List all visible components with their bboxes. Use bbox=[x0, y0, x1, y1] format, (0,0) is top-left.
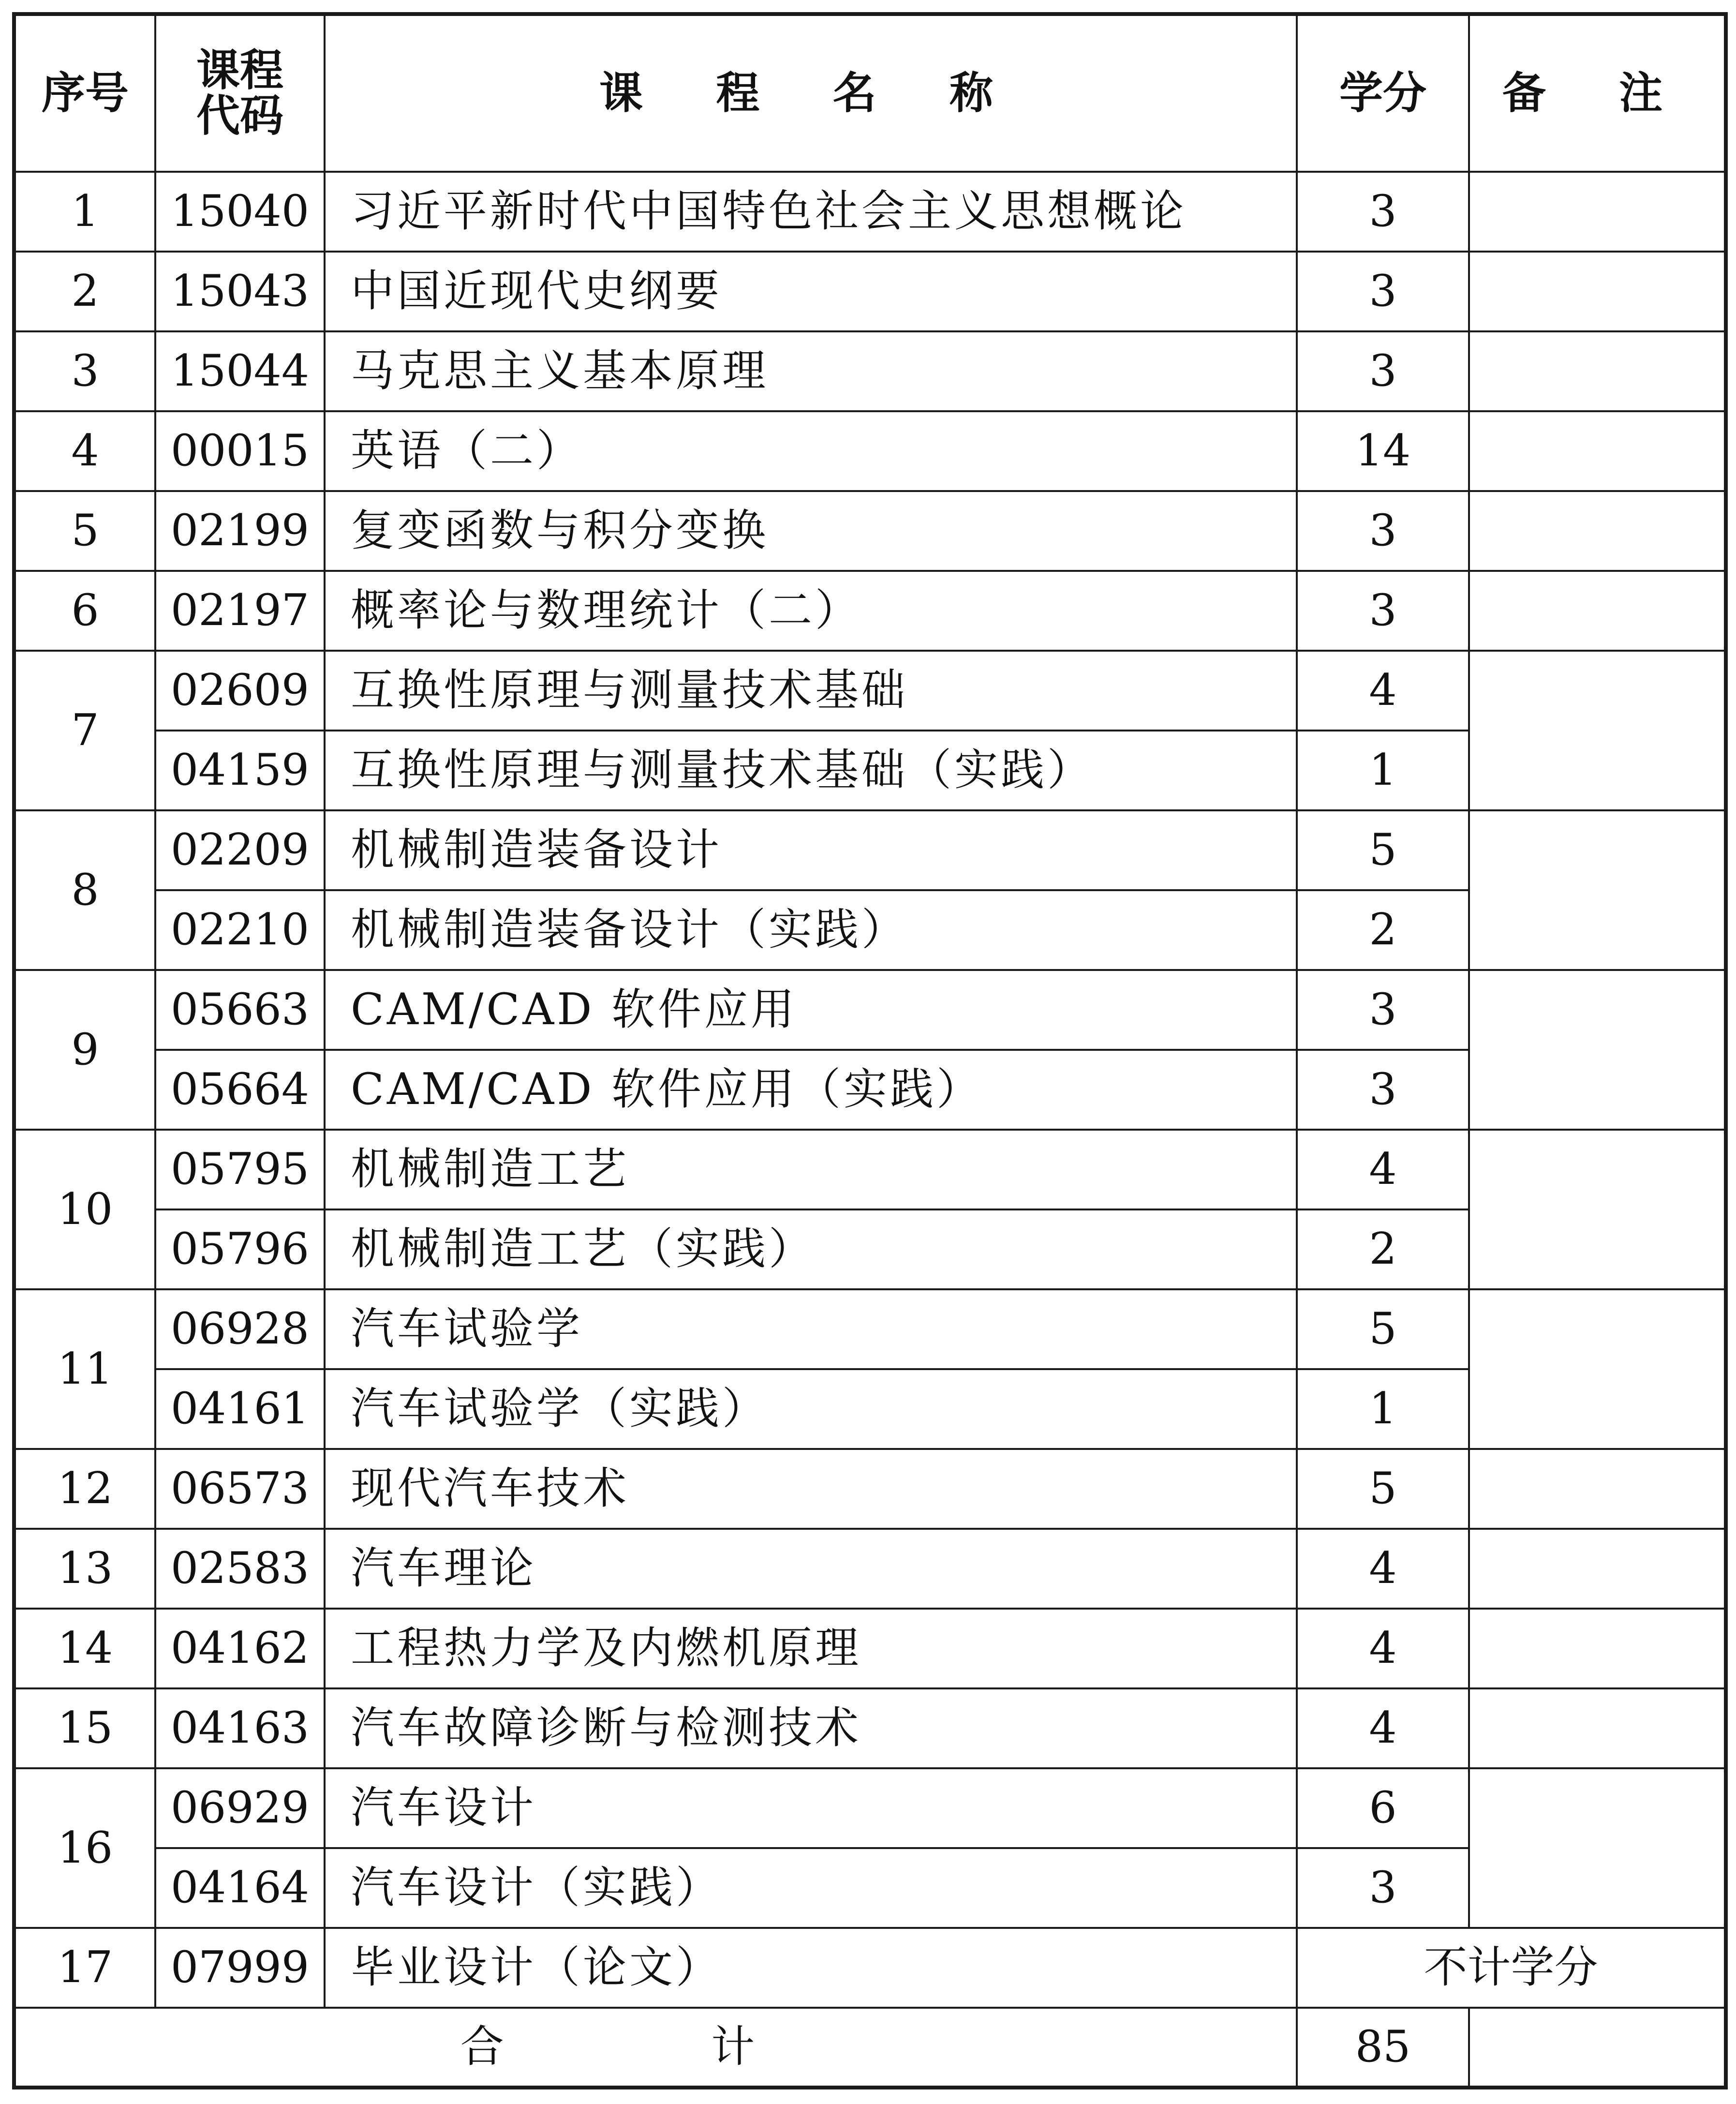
code-cell: 04163 bbox=[155, 1688, 325, 1768]
code-cell: 05664 bbox=[155, 1050, 325, 1130]
table-row bbox=[14, 1928, 1726, 2008]
credits-cell: 1 bbox=[1297, 1369, 1469, 1449]
seq-cell: 10 bbox=[14, 1130, 155, 1289]
total-row bbox=[14, 2008, 1726, 2088]
credits-cell: 3 bbox=[1297, 331, 1469, 411]
credits-cell: 4 bbox=[1297, 1688, 1469, 1768]
name-cell: 汽车设计（实践） bbox=[325, 1848, 1297, 1928]
credits-cell: 4 bbox=[1297, 1529, 1469, 1609]
name-cell: 汽车理论 bbox=[325, 1529, 1297, 1609]
name-cell: 英语（二） bbox=[325, 411, 1297, 491]
seq-cell: 7 bbox=[14, 651, 155, 810]
seq-cell: 11 bbox=[14, 1289, 155, 1449]
name-cell: 汽车设计 bbox=[325, 1768, 1297, 1848]
name-cell: CAM/CAD 软件应用 bbox=[325, 970, 1297, 1050]
code-cell: 06929 bbox=[155, 1768, 325, 1848]
code-cell: 04164 bbox=[155, 1848, 325, 1928]
credits-cell: 6 bbox=[1297, 1768, 1469, 1848]
code-cell: 06573 bbox=[155, 1449, 325, 1529]
code-cell: 15040 bbox=[155, 172, 325, 252]
code-cell: 05796 bbox=[155, 1209, 325, 1289]
code-cell: 02199 bbox=[155, 491, 325, 571]
name-cell: 机械制造工艺（实践） bbox=[325, 1209, 1297, 1289]
name-cell: 工程热力学及内燃机原理 bbox=[325, 1609, 1297, 1688]
credits-cell: 3 bbox=[1297, 571, 1469, 651]
seq-cell: 14 bbox=[14, 1609, 155, 1688]
table-row bbox=[14, 1130, 1726, 1209]
seq-cell: 8 bbox=[14, 810, 155, 970]
notes-cell bbox=[1469, 1449, 1726, 1529]
seq-cell: 4 bbox=[14, 411, 155, 491]
credits-cell: 3 bbox=[1297, 172, 1469, 252]
credits-cell: 2 bbox=[1297, 1209, 1469, 1289]
name-cell: 汽车试验学（实践） bbox=[325, 1369, 1297, 1449]
credits-cell: 3 bbox=[1297, 491, 1469, 571]
notes-cell bbox=[1469, 810, 1726, 970]
notes-cell bbox=[1469, 331, 1726, 411]
seq-cell: 1 bbox=[14, 172, 155, 252]
table-row bbox=[14, 810, 1726, 890]
table-row bbox=[14, 252, 1726, 331]
credits-cell: 2 bbox=[1297, 890, 1469, 970]
code-cell: 15043 bbox=[155, 252, 325, 331]
header-code-line1: 课程 bbox=[196, 45, 283, 96]
code-cell: 00015 bbox=[155, 411, 325, 491]
table-row bbox=[14, 970, 1726, 1050]
table-row bbox=[14, 1688, 1726, 1768]
code-cell: 02210 bbox=[155, 890, 325, 970]
code-cell: 06928 bbox=[155, 1289, 325, 1369]
code-cell: 02209 bbox=[155, 810, 325, 890]
code-cell: 02197 bbox=[155, 571, 325, 651]
notes-cell bbox=[1469, 1529, 1726, 1609]
credits-cell: 4 bbox=[1297, 651, 1469, 731]
credits-cell: 4 bbox=[1297, 1130, 1469, 1209]
credits-cell: 3 bbox=[1297, 1050, 1469, 1130]
header-code-line2: 代码 bbox=[196, 90, 283, 141]
code-cell: 05795 bbox=[155, 1130, 325, 1209]
notes-cell bbox=[1469, 1130, 1726, 1289]
notes-cell bbox=[1469, 172, 1726, 252]
table-row bbox=[14, 1529, 1726, 1609]
name-cell: 习近平新时代中国特色社会主义思想概论 bbox=[325, 172, 1297, 252]
total-label: 合 计 bbox=[14, 2008, 1297, 2088]
name-cell: 互换性原理与测量技术基础（实践） bbox=[325, 731, 1297, 810]
seq-cell: 5 bbox=[14, 491, 155, 571]
seq-cell: 13 bbox=[14, 1529, 155, 1609]
table-row bbox=[14, 1768, 1726, 1848]
seq-cell: 3 bbox=[14, 331, 155, 411]
seq-cell: 2 bbox=[14, 252, 155, 331]
name-cell: 概率论与数理统计（二） bbox=[325, 571, 1297, 651]
code-cell: 02609 bbox=[155, 651, 325, 731]
code-cell: 04159 bbox=[155, 731, 325, 810]
total-credits: 85 bbox=[1297, 2008, 1469, 2088]
header-name: 课 程 名 称 bbox=[325, 14, 1297, 172]
seq-cell: 6 bbox=[14, 571, 155, 651]
name-cell: 机械制造装备设计 bbox=[325, 810, 1297, 890]
credits-cell: 3 bbox=[1297, 1848, 1469, 1928]
header-row bbox=[14, 14, 1726, 172]
code-cell: 04161 bbox=[155, 1369, 325, 1449]
name-cell: 互换性原理与测量技术基础 bbox=[325, 651, 1297, 731]
seq-cell: 12 bbox=[14, 1449, 155, 1529]
credits-cell: 5 bbox=[1297, 1449, 1469, 1529]
notes-cell bbox=[1469, 1289, 1726, 1449]
code-cell: 02583 bbox=[155, 1529, 325, 1609]
notes-cell bbox=[1469, 970, 1726, 1130]
table-row bbox=[14, 1609, 1726, 1688]
notes-cell bbox=[1469, 491, 1726, 571]
table-row bbox=[14, 571, 1726, 651]
credits-cell: 3 bbox=[1297, 970, 1469, 1050]
credits-note-cell: 不计学分 bbox=[1297, 1928, 1726, 2008]
header-seq: 序号 bbox=[14, 14, 155, 172]
name-cell: 汽车故障诊断与检测技术 bbox=[325, 1688, 1297, 1768]
header-notes: 备 注 bbox=[1469, 14, 1726, 172]
table-row bbox=[14, 491, 1726, 571]
notes-cell bbox=[1469, 1609, 1726, 1688]
notes-cell bbox=[1469, 252, 1726, 331]
table-row bbox=[14, 1449, 1726, 1529]
code-cell: 07999 bbox=[155, 1928, 325, 2008]
header-credits: 学分 bbox=[1297, 14, 1469, 172]
table-row bbox=[14, 411, 1726, 491]
notes-cell bbox=[1469, 2008, 1726, 2088]
course-table bbox=[12, 12, 1728, 2089]
name-cell: 现代汽车技术 bbox=[325, 1449, 1297, 1529]
notes-cell bbox=[1469, 1768, 1726, 1928]
name-cell: 机械制造工艺 bbox=[325, 1130, 1297, 1209]
table-row bbox=[14, 651, 1726, 731]
notes-cell bbox=[1469, 651, 1726, 810]
name-cell: CAM/CAD 软件应用（实践） bbox=[325, 1050, 1297, 1130]
notes-cell bbox=[1469, 1688, 1726, 1768]
seq-cell: 15 bbox=[14, 1688, 155, 1768]
notes-cell bbox=[1469, 571, 1726, 651]
name-cell: 中国近现代史纲要 bbox=[325, 252, 1297, 331]
credits-cell: 14 bbox=[1297, 411, 1469, 491]
credits-cell: 5 bbox=[1297, 810, 1469, 890]
name-cell: 毕业设计（论文） bbox=[325, 1928, 1297, 2008]
name-cell: 马克思主义基本原理 bbox=[325, 331, 1297, 411]
credits-cell: 5 bbox=[1297, 1289, 1469, 1369]
seq-cell: 9 bbox=[14, 970, 155, 1130]
table-row bbox=[14, 331, 1726, 411]
seq-cell: 17 bbox=[14, 1928, 155, 2008]
name-cell: 汽车试验学 bbox=[325, 1289, 1297, 1369]
code-cell: 05663 bbox=[155, 970, 325, 1050]
seq-cell: 16 bbox=[14, 1768, 155, 1928]
notes-cell bbox=[1469, 411, 1726, 491]
credits-cell: 1 bbox=[1297, 731, 1469, 810]
code-cell: 04162 bbox=[155, 1609, 325, 1688]
name-cell: 机械制造装备设计（实践） bbox=[325, 890, 1297, 970]
header-code bbox=[155, 14, 325, 172]
code-cell: 15044 bbox=[155, 331, 325, 411]
credits-cell: 3 bbox=[1297, 252, 1469, 331]
credits-cell: 4 bbox=[1297, 1609, 1469, 1688]
table-row bbox=[14, 1289, 1726, 1369]
table-row bbox=[14, 172, 1726, 252]
name-cell: 复变函数与积分变换 bbox=[325, 491, 1297, 571]
